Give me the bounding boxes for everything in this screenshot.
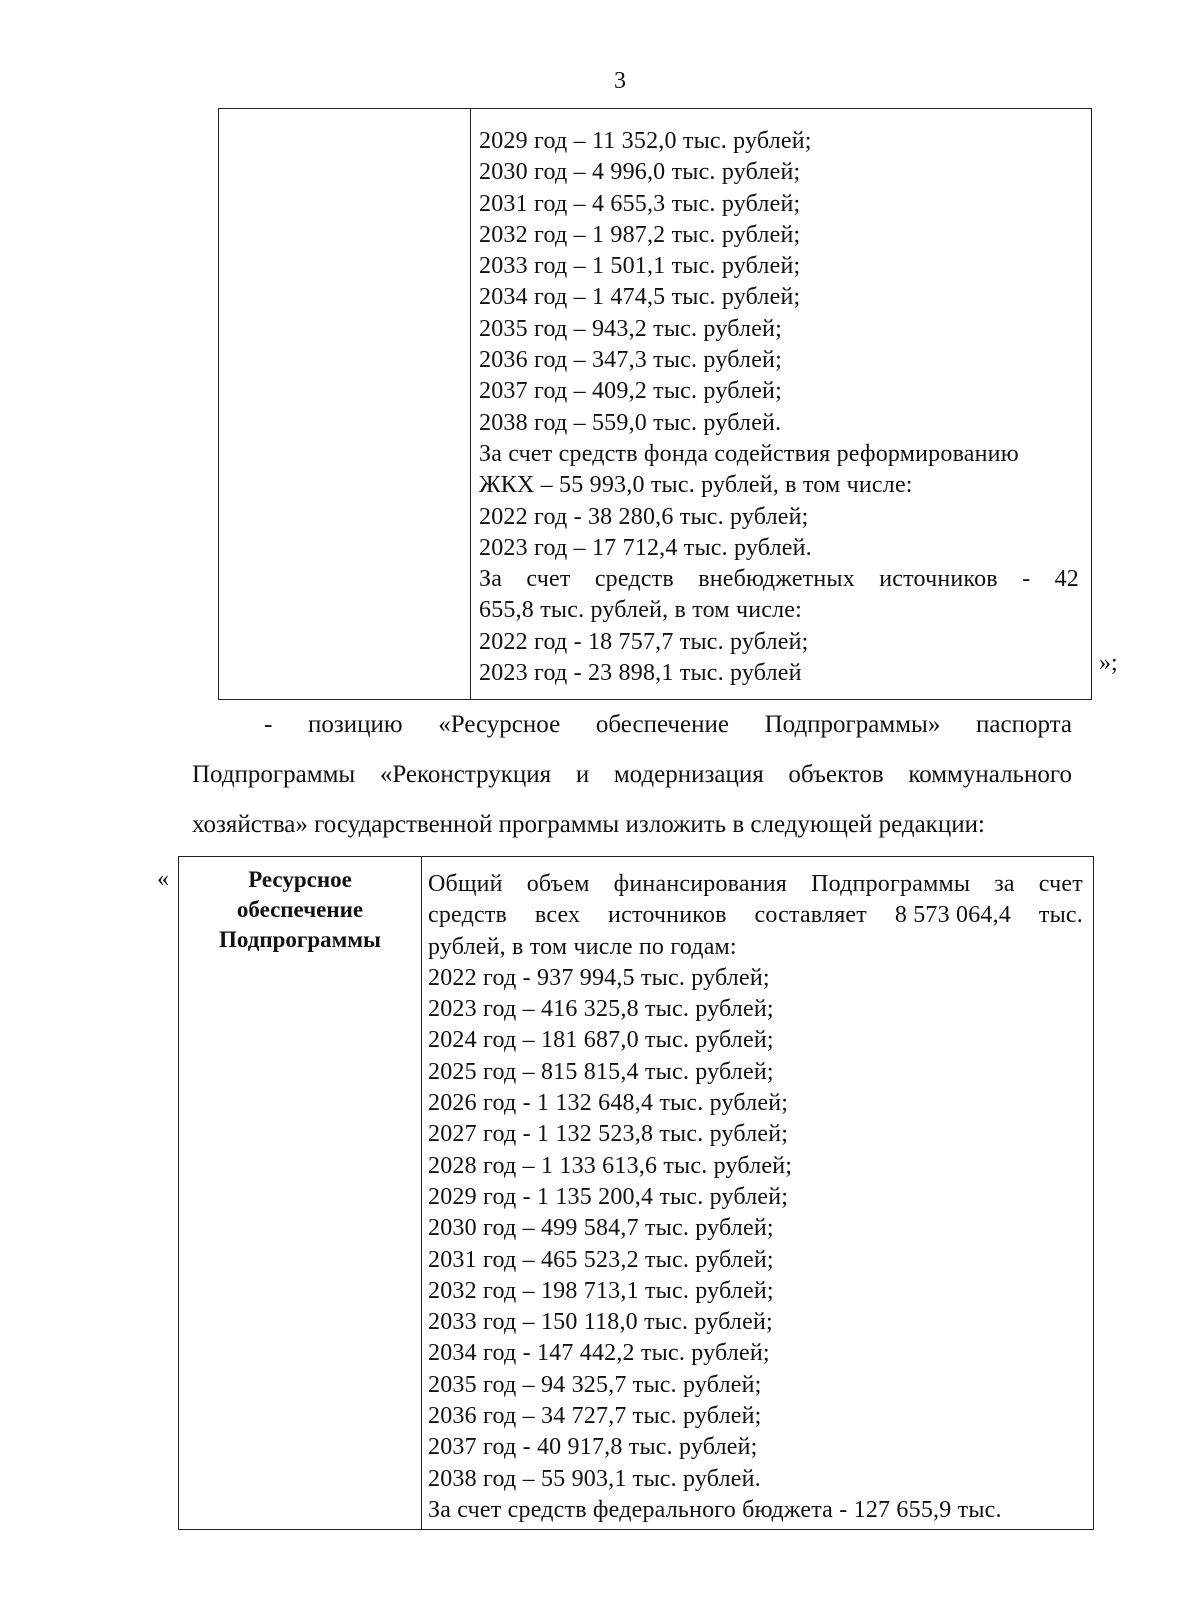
year-line: 2024 год – 181 687,0 тыс. рублей;	[428, 1027, 774, 1054]
table-label-cell-empty	[219, 109, 471, 699]
word: внебюджетных	[698, 566, 855, 593]
year-line: 2038 год – 55 903,1 тыс. рублей.	[428, 1465, 761, 1492]
year-line: 2029 год – 11 352,0 тыс. рублей;	[479, 128, 812, 154]
year-line: 2027 год - 1 132 523,8 тыс. рублей;	[428, 1121, 789, 1148]
table-header-cell	[179, 857, 422, 1529]
year-line: 2033 год – 1 501,1 тыс. рублей;	[479, 253, 801, 280]
word: финансирования	[613, 871, 788, 897]
word: -	[264, 711, 273, 738]
year-line: 2031 год – 4 655,3 тыс. рублей;	[479, 190, 801, 217]
year-line: 2037 год - 40 917,8 тыс. рублей;	[428, 1434, 758, 1461]
word: позицию	[308, 711, 403, 738]
year-line: 2026 год - 1 132 648,4 тыс. рублей;	[428, 1090, 789, 1117]
intro-line-1	[428, 869, 1083, 900]
header-line-1: Ресурсное	[248, 867, 352, 892]
year-line: 2034 год – 1 474,5 тыс. рублей;	[479, 284, 801, 311]
paragraph-line-1	[192, 708, 1072, 758]
fund-year-2022: 2022 год - 38 280,6 тыс. рублей;	[479, 503, 809, 530]
year-line: 2028 год – 1 133 613,6 тыс. рублей;	[428, 1152, 793, 1179]
word: счет	[1038, 871, 1083, 897]
paragraph-line-2	[192, 758, 1072, 808]
word: «Реконструкция	[379, 761, 552, 788]
word: средств	[594, 566, 674, 593]
year-line: 2036 год – 347,3 тыс. рублей;	[479, 347, 782, 374]
year-line: 2022 год - 937 994,5 тыс. рублей;	[428, 964, 770, 991]
page-number: 3	[614, 68, 626, 94]
year-lines	[479, 126, 1079, 439]
word: составляет	[754, 902, 867, 929]
year-line: 2036 год – 34 727,7 тыс. рублей;	[428, 1403, 762, 1430]
year-line: 2030 год – 499 584,7 тыс. рублей;	[428, 1215, 774, 1242]
year-line: 2023 год – 416 325,8 тыс. рублей;	[428, 996, 774, 1023]
word: Подпрограммы	[192, 761, 356, 788]
word: объем	[526, 871, 590, 897]
intro-line-2	[428, 900, 1083, 931]
opening-quote: «	[157, 866, 169, 892]
year-line: 2033 год – 150 118,0 тыс. рублей;	[428, 1309, 773, 1336]
word: объектов	[788, 761, 884, 788]
fund-heading-line-1: За счет средств фонда содействия реформированию	[479, 440, 1019, 467]
word: За	[479, 566, 503, 593]
table-value-cell	[471, 109, 1091, 699]
word: 8 573 064,4	[894, 902, 1012, 929]
word: источников	[879, 566, 998, 593]
fund-year-2023: 2023 год – 17 712,4 тыс. рублей.	[479, 534, 812, 561]
word: тыс.	[1038, 902, 1083, 929]
offbudget-year-2022: 2022 год - 18 757,7 тыс. рублей;	[479, 628, 809, 655]
offbudget-heading-line-2: 655,8 тыс. рублей, в том числе:	[479, 597, 803, 624]
word: паспорта	[976, 711, 1072, 738]
word: счет	[526, 566, 571, 593]
year-line: 2025 год – 815 815,4 тыс. рублей;	[428, 1058, 774, 1085]
word: Общий	[428, 871, 503, 897]
fund-heading-line-2: ЖКХ – 55 993,0 тыс. рублей, в том числе:	[479, 472, 913, 499]
year-line: 2031 год – 465 523,2 тыс. рублей;	[428, 1246, 774, 1273]
word: и	[575, 761, 590, 788]
intro-line-3: рублей, в том числе по годам:	[428, 933, 737, 960]
header-line-2: обеспечение	[236, 897, 364, 922]
word: 42	[1054, 566, 1079, 593]
resource-provision-table	[178, 856, 1094, 1530]
offbudget-year-2023: 2023 год - 23 898,1 тыс. рублей	[479, 660, 802, 687]
year-line: 2037 год – 409,2 тыс. рублей;	[479, 378, 782, 405]
year-line: 2035 год – 94 325,7 тыс. рублей;	[428, 1371, 762, 1398]
header-line-3: Подпрограммы	[219, 927, 381, 952]
closing-quote: »;	[1099, 650, 1118, 676]
year-line: 2029 год - 1 135 200,4 тыс. рублей;	[428, 1183, 789, 1210]
word: источников	[608, 902, 727, 929]
amendment-paragraph	[192, 708, 1072, 858]
word: всех	[534, 902, 581, 929]
word: средств	[428, 902, 508, 929]
funding-table-continuation	[218, 108, 1092, 700]
word: Подпрограммы	[811, 871, 971, 897]
year-line: 2032 год – 198 713,1 тыс. рублей;	[428, 1277, 774, 1304]
word: «Ресурсное	[438, 711, 561, 738]
word: Подпрограммы»	[764, 711, 941, 738]
year-line: 2038 год – 559,0 тыс. рублей.	[479, 409, 782, 436]
word: за	[994, 871, 1015, 897]
table-value-cell	[422, 857, 1093, 1529]
offbudget-heading-line-1	[479, 564, 1079, 595]
word: -	[1022, 566, 1031, 593]
word: коммунального	[908, 761, 1072, 788]
word: модернизация	[613, 761, 764, 788]
paragraph-line-3: хозяйства» государственной программы изложить в следующей редакции:	[192, 811, 985, 838]
year-line: 2034 год - 147 442,2 тыс. рублей;	[428, 1340, 770, 1367]
year-line: 2035 год – 943,2 тыс. рублей;	[479, 315, 782, 342]
word: обеспечение	[595, 711, 729, 738]
federal-budget-line: За счет средств федерального бюджета - 127 655,9 тыс.	[428, 1496, 1002, 1523]
year-line: 2030 год – 4 996,0 тыс. рублей;	[479, 159, 801, 186]
year-line: 2032 год – 1 987,2 тыс. рублей;	[479, 221, 801, 248]
